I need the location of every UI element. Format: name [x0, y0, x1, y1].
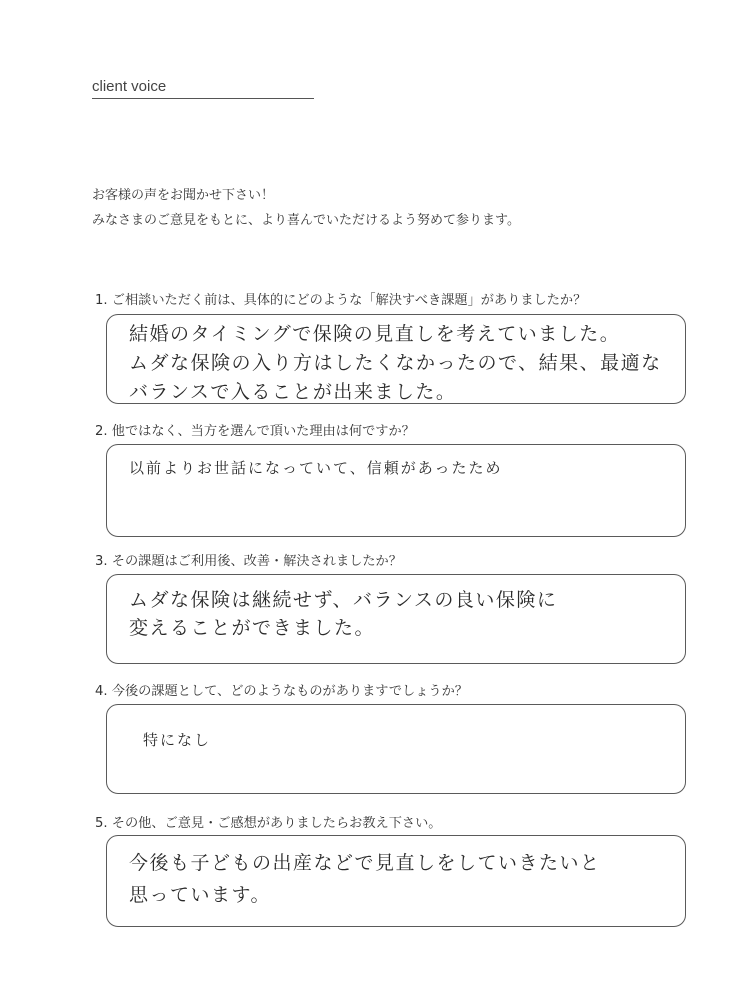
answer-4-line-1: 特になし	[143, 731, 212, 749]
answer-1-line-2: ムダな保険の入り方はしたくなかったので、結果、最適な	[129, 352, 662, 374]
answer-5-line-2: 思っています。	[129, 884, 271, 906]
answer-4-box	[106, 704, 686, 794]
answer-3-line-1: ムダな保険は継続せず、バランスの良い保険に	[129, 589, 558, 611]
answer-5-box	[106, 835, 686, 927]
answer-2-box	[106, 444, 686, 537]
client-voice-heading: client voice	[92, 78, 314, 99]
question-2-label: 2. 他ではなく、当方を選んで頂いた理由は何ですか？	[95, 424, 415, 439]
question-5-label: 5. その他、ご意見・ご感想がありましたらお教え下さい。	[95, 816, 442, 831]
answer-1-line-1: 結婚のタイミングで保険の見直しを考えていました。	[129, 323, 621, 345]
answer-2-line-1: 以前よりお世話になっていて、信頼があったため	[129, 459, 503, 477]
answer-1-line-3: バランスで入ることが出来ました。	[129, 381, 457, 403]
intro-line-2: みなさまのご意見をもとに、より喜んでいただけるよう努めて参ります。	[92, 213, 520, 228]
answer-1-box	[106, 314, 686, 404]
question-3-label: 3. その課題はご利用後、改善・解決されましたか？	[95, 554, 402, 569]
answer-3-line-2: 変えることができました。	[129, 617, 376, 639]
question-1-label: 1. ご相談いただく前は、具体的にどのような「解決すべき課題」がありましたか？	[95, 293, 587, 308]
answer-3-box	[106, 574, 686, 664]
intro-text	[92, 183, 520, 233]
intro-line-1: お客様の声をお聞かせ下さい！	[92, 188, 275, 203]
question-4-label: 4. 今後の課題として、どのようなものがありますでしょうか？	[95, 684, 468, 699]
answer-5-line-1: 今後も子どもの出産などで見直しをしていきたいと	[129, 852, 601, 874]
